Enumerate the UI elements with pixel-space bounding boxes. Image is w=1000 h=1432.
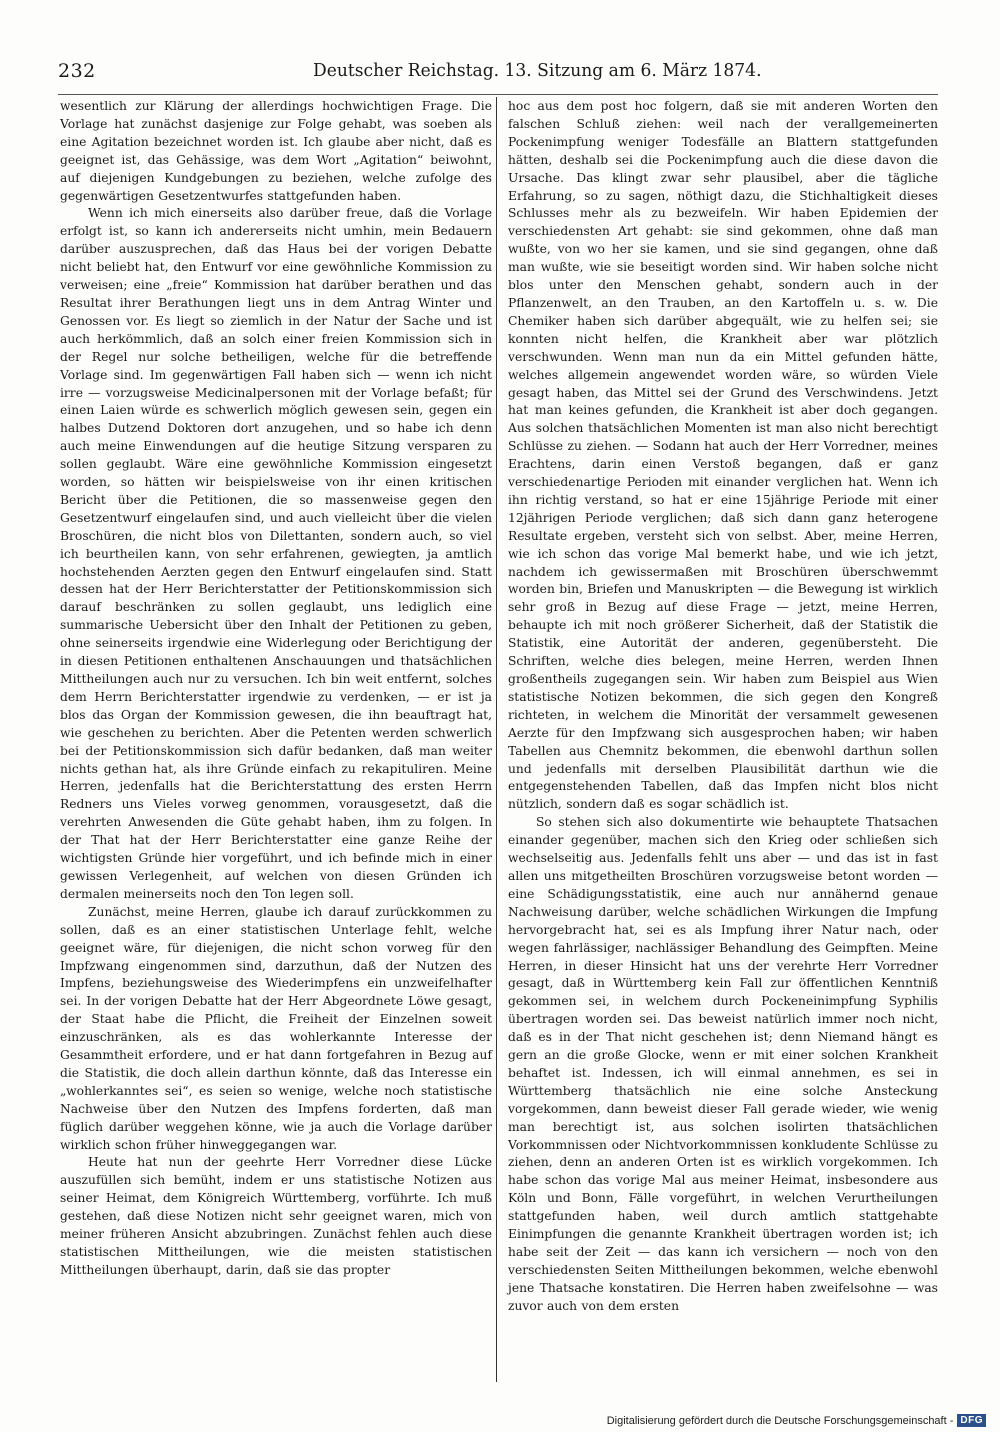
right-column <box>508 98 938 1316</box>
paragraph: Zunächst, meine Herren, glaube ich darauf zurückkommen zu sollen, daß es an einer statistischen Unterlage fehlt, welche geeignet wäre, für diejenigen, die nicht schon vorweg für den Impfzwang eingenommen sind, darzuthun, daß der Nutzen des Impfens, beziehungsweise des Wiederimpfens ein unzweifelhafter sei. In der vorigen Debatte hat der Herr Abgeordnete Löwe gesagt, der Staat habe die Pflicht, die Freiheit der Einzelnen soweit einzuschränken, als es das wohlerkannte Interesse der Gesammtheit erfordere, und er hat dann fortgefahren in Bezug auf die Statistik, die doch allein darthun könnte, daß das Interesse ein „wohlerkanntes sei“, es seien so wenige, welche noch statistische Nachweise über den Nutzen des Impfens forderten, daß man füglich darüber weggehen könne, wie ja auch die Vorlage darüber wirklich schon früher hinweggegangen war. <box>60 904 492 1152</box>
page-number: 232 <box>58 60 96 82</box>
paragraph: So stehen sich also dokumentirte wie behauptete Thatsachen einander gegenüber, machen sich den Krieg oder schließen sich wechselseitig aus. Jedenfalls fehlt uns aber — und das ist in fast allen uns mitgetheilten Broschüren vorzugsweise betont worden — eine Schädigungsstatistik, eine auch nur annähernd genaue Nachweisung darüber, welche schädlichen Wirkungen die Impfung hervorgebracht hat, sei es als Impfung ihrer Natur nach, oder wegen fahrlässiger, nachlässiger Behandlung des Geimpften. Meine Herren, in dieser Hinsicht hat uns der verehrte Herr Vorredner gesagt, daß in Württemberg kein Fall zur öffentlichen Kenntniß gekommen sei, in welchem durch Pockeneinimpfung Syphilis übertragen worden sei. Das beweist natürlich immer noch nicht, daß es in der That nicht geschehen ist; denn Niemand hängt es gern an die große Glocke, wenn er mit einer solchen Krankheit behaftet ist. Indessen, ich will einmal annehmen, es sei in Württemberg thatsächlich nie eine solche Ansteckung vorgekommen, dann beweist dieser Fall gerade wieder, wie wenig man berechtigt ist, aus solchen isolirten thatsächlichen Vorkommnissen oder Nichtvorkommnissen konkludente Schlüsse zu ziehen, denn an anderen Orten ist es wirklich vorgekommen. Ich habe schon das vorige Mal aus meiner Heimat, insbesondere aus Köln und Bonn, Fälle vorgeführt, in welchen Verurtheilungen stattgefunden haben, weil durch amtlich stattgehabte Einimpfungen die genannte Krankheit übertragen worden ist; ich habe seit der Zeit — das kann ich versichern — noch von den verschiedensten Seiten Mittheilungen bekommen, welche ebenwohl jene Thatsache konstatiren. Die Herren haben zweifelsohne — was zuvor auch von dem ersten <box>508 815 938 1313</box>
running-title: Deutscher Reichstag. 13. Sitzung am 6. März 1874. <box>313 60 762 81</box>
paragraph: Wenn ich mich einerseits also darüber freue, daß die Vorlage erfolgt ist, so kann ich andererseits nicht umhin, mein Bedauern darüber auszusprechen, daß das Haus bei der vorigen Debatte nicht beliebt hat, den Entwurf vor eine gewöhnliche Kommission zu verweisen; eine „freie“ Kommission hat darüber berathen und das Resultat ihrer Berathungen liegt uns in dem Antrag Winter und Genossen vor. Es liegt so ziemlich in der Natur der Sache und ist auch herkömmlich, daß an solch einer freien Kommission sich in der Regel nur solche betheiligen, welche für die betreffende Vorlage sind. Im gegenwärtigen Fall haben sich — wenn ich nicht irre — vorzugsweise Medicinalpersonen mit der Vorlage befaßt; für einen Laien würde es schwerlich möglich gewesen sein, gegen ein halbes Dutzend Doktoren dort anzugehen, und so habe ich denn auch meine Einwendungen auf die heutige Sitzung versparen zu sollen geglaubt. Wäre eine gewöhnliche Kommission eingesetzt worden, so hätten wir beispielsweise von ihr einen kritischen Bericht über die Petitionen, die so massenweise gegen den Gesetzentwurf eingelaufen sind, und auch vielleicht über die vielen Broschüren, die nicht blos von Dilettanten, sondern auch, so viel ich beurtheilen kann, von sehr erfahrenen, gewiegten, ja amtlich hochstehenden Aerzten gegen den Entwurf eingelaufen sind. Statt dessen hat der Herr Berichterstatter der Petitionskommission sich darauf beschränken zu sollen geglaubt, uns lediglich eine summarische Uebersicht über den Inhalt der Petitionen zu geben, ohne seinerseits irgendwie eine Widerlegung oder Berichtigung der in diesen Petitionen enthaltenen Anschauungen und thatsächlichen Mittheilungen auch nur zu versuchen. Ich bin weit entfernt, solches dem Herrn Berichterstatter irgendwie zu verdenken, — er ist ja blos das Organ der Kommission gewesen, die ihn beauftragt hat, wie geschehen zu berichten. Aber die Petenten werden schwerlich bei der Petitionskommission sich dafür bedanken, daß man weiter nichts gethan hat, als ihre Gründe einfach zu rekapituliren. Meine Herren, jedenfalls hat die Berichterstattung des ersten Herrn Redners uns Vieles vorweg genommen, vorausgesetzt, daß die verehrten Anwesenden die Güte gehabt haben, ihm zu folgen. In der That hat der Herr Berichterstatter eine ganze Reihe der wichtigsten Gründe hier vorgeführt, und ich befinde mich in einer gewissen Verlegenheit, auf welchen von diesen Gründen ich dermalen meinerseits noch den Ton legen soll. <box>60 206 492 901</box>
paragraph: Heute hat nun der geehrte Herr Vorredner diese Lücke auszufüllen sich bemüht, indem er uns statistische Notizen aus seiner Heimat, dem Königreich Württemberg, vorführte. Ich muß gestehen, daß diese Notizen nicht sehr geeignet waren, mich von meiner früheren Ansicht abzubringen. Zunächst fehlen auch diese statistischen Mittheilungen, wie die meisten statistischen Mittheilungen überhaupt, darin, daß sie das propter <box>60 1155 492 1277</box>
page-header <box>58 60 762 90</box>
dfg-logo: DFG <box>957 1414 986 1427</box>
paragraph: wesentlich zur Klärung der allerdings hochwichtigen Frage. Die Vorlage hat zunächst dasjenige zur Folge gehabt, was soeben als eine Agitation bezeichnet worden ist. Ich glaube aber nicht, daß es geeignet ist, das Gehässige, was dem Wort „Agitation“ beiwohnt, auf diejenigen Kundgebungen zu beziehen, welche zufolge des gegenwärtigen Gesetzentwurfes stattgefunden haben. <box>60 99 492 203</box>
funding-note: Digitalisierung gefördert durch die Deutsche Forschungsgemeinschaft - <box>606 1414 954 1427</box>
left-column <box>60 98 492 1280</box>
paragraph: hoc aus dem post hoc folgern, daß sie mit anderen Worten den falschen Schluß ziehen: weil nach der verallgemeinerten Pockenimpfung weniger Todesfälle an Blattern stattgefunden hätten, deshalb sei die Pockenimpfung auch die diese davon die Ursache. Das klingt zwar sehr plausibel, aber die tägliche Erfahrung, so zu sagen, nöthigt dazu, die Stichhaltigkeit dieses Schlusses mehr als zu bezweifeln. Wir haben Epidemien der verschiedensten Art gehabt: sie sind gekommen, ohne daß man wußte, von wo her sie kamen, und sie sind gegangen, ohne daß man wußte, wie sie beseitigt worden sind. Wir haben solche nicht blos unter den Menschen gehabt, sondern auch in der Pflanzenwelt, an den Trauben, an den Kartoffeln u. s. w. Die Chemiker haben sich darüber abgequält, wie zu helfen sei; sie konnten nicht helfen, die Krankheit aber war plötzlich verschwunden. Wenn man nun da ein Mittel gefunden hätte, welches allgemein angewendet worden wäre, so würden Viele gesagt haben, das Mittel sei der Grund des Verschwindens. Jetzt hat man keines gefunden, die Krankheit ist aber doch gegangen. Aus solchen thatsächlichen Momenten ist man also nicht berechtigt Schlüsse zu ziehen. — Sodann hat auch der Herr Vorredner, meines Erachtens, darin einen Verstoß begangen, daß er ganz verschiedenartige Perioden mit einander verglichen hat. Wenn ich ihn richtig verstand, so hat er eine 15jährige Periode mit einer 12jährigen Periode verglichen; daß sich dann ganz heterogene Resultate ergeben, versteht sich von selbst. Aber, meine Herren, wie ich schon das vorige Mal bemerkt habe, und wie ich jetzt, nachdem ich gewissermaßen mit Broschüren überschwemmt worden bin, Briefen und Manuskripten — die Bewegung ist wirklich sehr groß in Bezug auf diese Frage — jetzt, meine Herren, behaupte ich mit noch größerer Sicherheit, daß der Statistik die Statistik, eine Autorität der anderen, gegenübersteht. Die Schriften, welche dies belegen, meine Herren, werden Ihnen großentheils zugegangen sein. Wir haben zum Beispiel aus Wien statistische Notizen bekommen, die sich gegen den Kongreß richteten, in welchem die Minorität der versammelt gewesenen Aerzte für den Impfzwang sich ausgesprochen haben; wir haben Tabellen aus Chemnitz bekommen, die ebenwohl darthun sollen und jedenfalls mit derselben Plausibilität darthun wie die entgegenstehenden Tabellen, daß das Impfen nicht blos nicht nützlich, sondern daß es sogar schädlich ist. <box>508 99 938 812</box>
column-divider <box>496 97 497 1382</box>
footer <box>607 1414 986 1427</box>
header-rule <box>58 94 938 95</box>
